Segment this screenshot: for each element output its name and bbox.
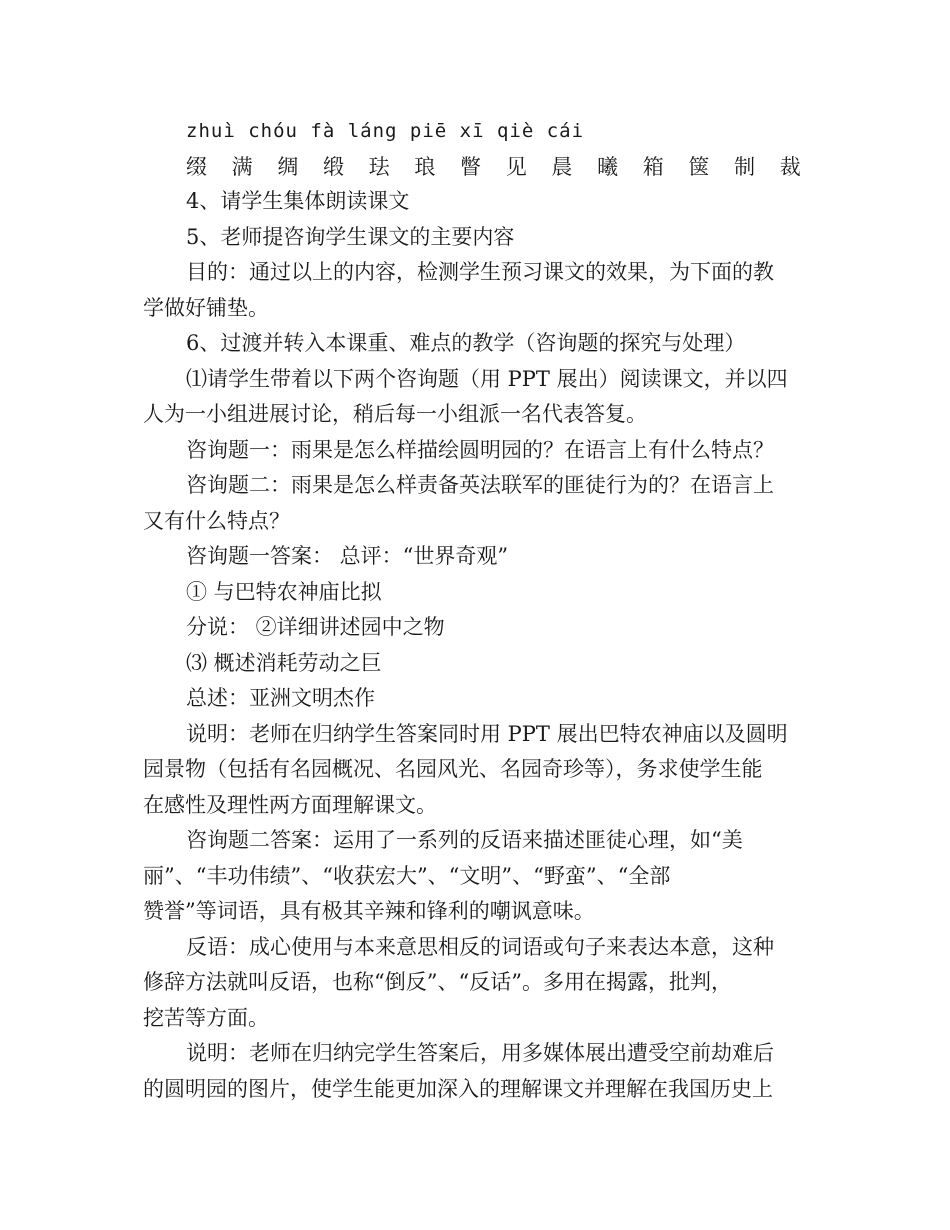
explanation-1-line-1: 说明：老师在归纳学生答案同时用 PPT 展出巴特农神庙以及圆明	[186, 722, 788, 746]
answer-2-line-1: 咨询题二答案：运用了一系列的反语来描述匪徒心理，如“美	[186, 828, 743, 852]
purpose-paragraph-line-2: 学做好铺垫。	[143, 296, 269, 320]
question-2-line-2: 又有什么特点？	[143, 509, 290, 533]
explanation-1-line-2: 园景物（包括有名园概况、名园风光、名园奇珍等），务求使学生能	[143, 757, 763, 781]
step-5: 5、老师提咨询学生课文的主要内容	[186, 225, 515, 249]
answer-1-heading: 咨询题一答案： 总评：“世界奇观”	[186, 544, 509, 568]
instruction-line-2: 人为一小组进展讨论，稍后每一小组派一名代表答复。	[143, 402, 647, 426]
irony-definition-line-3: 挖苦等方面。	[143, 1006, 269, 1030]
explanation-1-line-3: 在感性及理性两方面理解课文。	[143, 793, 437, 817]
explanation-2-line-1: 说明：老师在归纳完学生答案后，用多媒体展出遭受空前劫难后	[186, 1041, 774, 1065]
answer-1-point-2: 分说： ②详细讲述园中之物	[186, 615, 445, 639]
pinyin-line: zhuì chóu fà láng piē xī qiè cái	[186, 120, 585, 142]
step-4: 4、请学生集体朗读课文	[186, 189, 410, 213]
step-6: 6、过渡并转入本课重、难点的教学（咨询题的探究与处理）	[186, 331, 746, 355]
instruction-line-1: ⑴请学生带着以下两个咨询题（用 PPT 展出）阅读课文，并以四	[186, 367, 788, 391]
answer-1-point-1: ① 与巴特农神庙比拟	[186, 580, 382, 604]
vocabulary-line: 缀 满 绸 缎 珐 琅 瞥 见 晨 曦 箱 箧 制 裁	[186, 155, 810, 179]
purpose-paragraph-line-1: 目的：通过以上的内容，检测学生预习课文的效果，为下面的教	[186, 260, 774, 284]
irony-definition-line-1: 反语：成心使用与本来意思相反的词语或句子来表达本意，这种	[186, 935, 774, 959]
answer-1-point-3: ⑶ 概述消耗劳动之巨	[186, 651, 382, 675]
irony-definition-line-2: 修辞方法就叫反语，也称“倒反”、“反话”。多用在揭露，批判，	[143, 970, 732, 994]
explanation-2-line-2: 的圆明园的图片，使学生能更加深入的理解课文并理解在我国历史上	[143, 1077, 773, 1101]
answer-1-summary: 总述：亚洲文明杰作	[186, 686, 375, 710]
answer-2-line-2: 丽”、“丰功伟绩”、“收获宏大”、“文明”、“野蛮”、“全部	[143, 864, 671, 888]
answer-2-line-3: 赞誉”等词语，具有极其辛辣和锋利的嘲讽意味。	[143, 899, 595, 923]
question-1: 咨询题一：雨果是怎么样描绘圆明园的？在语言上有什么特点？	[186, 438, 774, 462]
question-2-line-1: 咨询题二：雨果是怎么样责备英法联军的匪徒行为的？在语言上	[186, 473, 774, 497]
